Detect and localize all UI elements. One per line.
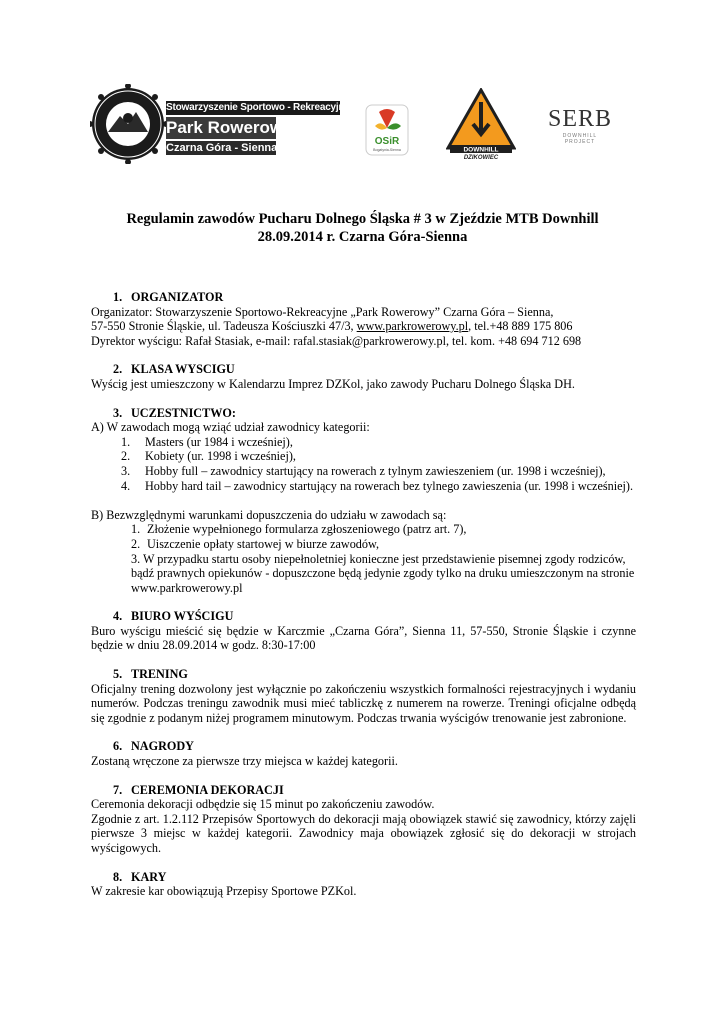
website-link[interactable]: www.parkrowerowy.pl	[356, 319, 469, 334]
section-title: NAGRODY	[131, 739, 194, 754]
section-title: BIURO WYŚCIGU	[131, 609, 234, 624]
section-biuro-wyscigu	[91, 609, 636, 653]
svg-text:Bogatynia-Sienna: Bogatynia-Sienna	[373, 148, 401, 152]
downhill-dzikowiec-logo	[446, 88, 516, 160]
document-title	[0, 210, 725, 246]
phone-text: , tel.+48 889 175 806	[468, 319, 573, 334]
section-heading	[91, 783, 636, 798]
svg-text:DOWNHILL: DOWNHILL	[463, 146, 499, 154]
list-item	[91, 522, 636, 537]
section-heading	[91, 406, 636, 421]
section-organizator	[91, 290, 636, 348]
section-heading	[91, 290, 636, 305]
list-item	[91, 479, 636, 494]
address-line	[91, 319, 636, 334]
organizer-line: Organizator: Stowarzyszenie Sportowo-Rekreacyjne „Park Rowerowy” Czarna Góra – Sienna,	[91, 304, 554, 319]
section-title: TRENING	[131, 667, 188, 682]
section-number: 5.	[113, 667, 123, 682]
section-number: 1.	[113, 290, 123, 304]
list-item	[91, 449, 636, 464]
section-klasa-wyscigu	[91, 362, 636, 391]
osir-logo	[365, 104, 409, 156]
banner-line3: Czarna Góra - Sienna	[166, 142, 278, 154]
section-title: UCZESTNICTWO:	[131, 405, 236, 420]
list-item-number: 3.	[121, 463, 131, 478]
section-number: 4.	[113, 609, 123, 624]
list-item-text: Kobiety (ur. 1998 i wcześniej),	[145, 449, 296, 464]
section-number: 7.	[113, 782, 123, 797]
section-text: Buro wyścigu mieścić się będzie w Karczmie „Czarna Góra”, Sienna 11, 57-550, Stronie Śląskie i czynne będzie w dniu 28.09.2014 w godz. 8:30-17:00	[91, 623, 636, 653]
section-number: 3.	[113, 405, 123, 420]
section-number: 2.	[113, 362, 123, 377]
title-line1: Regulamin zawodów Pucharu Dolnego Śląska # 3 w Zjeździe MTB Downhill	[126, 211, 599, 227]
list-item-number: 4.	[121, 478, 131, 493]
section-number: 8.	[113, 869, 123, 884]
title-line2: 28.09.2014 r. Czarna Góra-Sienna	[257, 229, 468, 245]
section-trening	[91, 667, 636, 725]
list-item-text: Hobby hard tail – zawodnicy startujący na rowerach bez tylnego zawieszenia (ur. 1998 i wcześniej).	[145, 478, 633, 493]
banner-line2: Park Rowerowy	[166, 118, 293, 137]
section-text: Oficjalny trening dozwolony jest wyłącznie po zakończeniu wszystkich formalności rejestracyjnych i wydaniu numerów. Podczas treningu zawodnik musi mieć tabliczkę z numerem na rowerze. Treningi oficjalne odbędą się zgodnie z podanym niżej programem minutowym. Podczas trwania wyścigów trenowanie jest zabronione.	[91, 681, 636, 725]
section-heading	[91, 609, 636, 624]
svg-text:DZIKOWIEC: DZIKOWIEC	[463, 155, 499, 160]
director-line: Dyrektor wyścigu: Rafał Stasiak, e-mail: rafal.stasiak@parkrowerowy.pl, tel. kom. +48 694 712 698	[91, 333, 582, 348]
section-title: ORGANIZATOR	[131, 290, 224, 304]
list-item-line: bądź prawnych opiekunów - dopuszczone będą jedynie zgody tylko na druku umieszczonym na stronie	[131, 566, 635, 581]
section-title: CEREMONIA DEKORACJI	[131, 782, 284, 797]
categories-intro: A) W zawodach mogą wziąć udział zawodnicy kategorii:	[91, 420, 370, 435]
section-uczestnictwo	[91, 406, 636, 596]
list-item-text: Uiszczenie opłaty startowej w biurze zawodów,	[147, 536, 380, 551]
section-heading	[91, 870, 636, 885]
section-heading	[91, 667, 636, 682]
list-item-line: www.parkrowerowy.pl	[131, 580, 243, 595]
list-item-number: 1.	[121, 434, 131, 449]
header-logos	[0, 84, 725, 184]
section-text: Wyścig jest umieszczony w Kalendarzu Imprez DZKol, jako zawody Pucharu Dolnego Śląska DH.	[91, 376, 575, 391]
section-text: Ceremonia dekoracji odbędzie się 15 minut po zakończeniu zawodów.	[91, 797, 435, 812]
banner-line1: Stowarzyszenie Sportowo - Rekreacyjne	[166, 102, 350, 113]
section-kary	[91, 870, 636, 899]
section-heading	[91, 362, 636, 377]
categories-list	[91, 435, 636, 493]
conditions-intro: B) Bezwzględnymi warunkami dopuszczenia do udziału w zawodach są:	[91, 507, 447, 522]
park-rowerowy-banner	[166, 101, 350, 159]
list-item	[91, 435, 636, 450]
list-item	[91, 537, 636, 552]
section-nagrody	[91, 739, 636, 768]
list-item-number: 2.	[131, 536, 141, 551]
list-item-text: Masters (ur 1984 i wcześniej),	[145, 434, 293, 449]
section-heading	[91, 739, 636, 754]
section-text: W zakresie kar obowiązują Przepisy Sportowe PZKol.	[91, 884, 357, 899]
list-item	[91, 464, 636, 479]
serb-logo	[544, 106, 616, 148]
list-item-text: Hobby full – zawodnicy startujący na rowerach z tylnym zawieszeniem (ur. 1998 i wcześniej),	[145, 463, 606, 478]
section-ceremonia-dekoracji	[91, 783, 636, 856]
list-item-text: Złożenie wypełnionego formularza zgłoszeniowego (patrz art. 7),	[147, 522, 467, 537]
list-item-number: 1.	[131, 522, 141, 537]
section-text: Zgodnie z art. 1.2.112 Przepisów Sportowych do dekoracji mają obowiązek stawić się zawodnicy, którzy zajęli pierwsze 3 miejsc w każdej kategorii. Zawodnicy maja obowiązek zgłosić się do dekoracji w strojach wyścigowych.	[91, 811, 636, 855]
conditions-list	[91, 522, 636, 595]
section-title: KLASA WYSCIGU	[131, 362, 235, 377]
park-rowerowy-logo	[90, 84, 166, 164]
address-text: 57-550 Stronie Śląskie, ul. Tadeusza Kościuszki 47/3,	[91, 319, 357, 334]
document-body	[91, 290, 636, 899]
serb-logo-text: SERB	[547, 106, 613, 132]
serb-logo-sub: DOWNHILL PROJECT	[562, 133, 598, 145]
svg-text:OSiR: OSiR	[374, 136, 400, 147]
section-number: 6.	[113, 739, 123, 754]
section-title: KARY	[131, 869, 167, 884]
list-item-line: 3. W przypadku startu osoby niepełnoletniej konieczne jest przedstawienie pisemnej zgody rodziców,	[131, 551, 626, 566]
section-text: Zostaną wręczone za pierwsze trzy miejsca w każdej kategorii.	[91, 754, 398, 769]
list-item-number: 2.	[121, 449, 131, 464]
